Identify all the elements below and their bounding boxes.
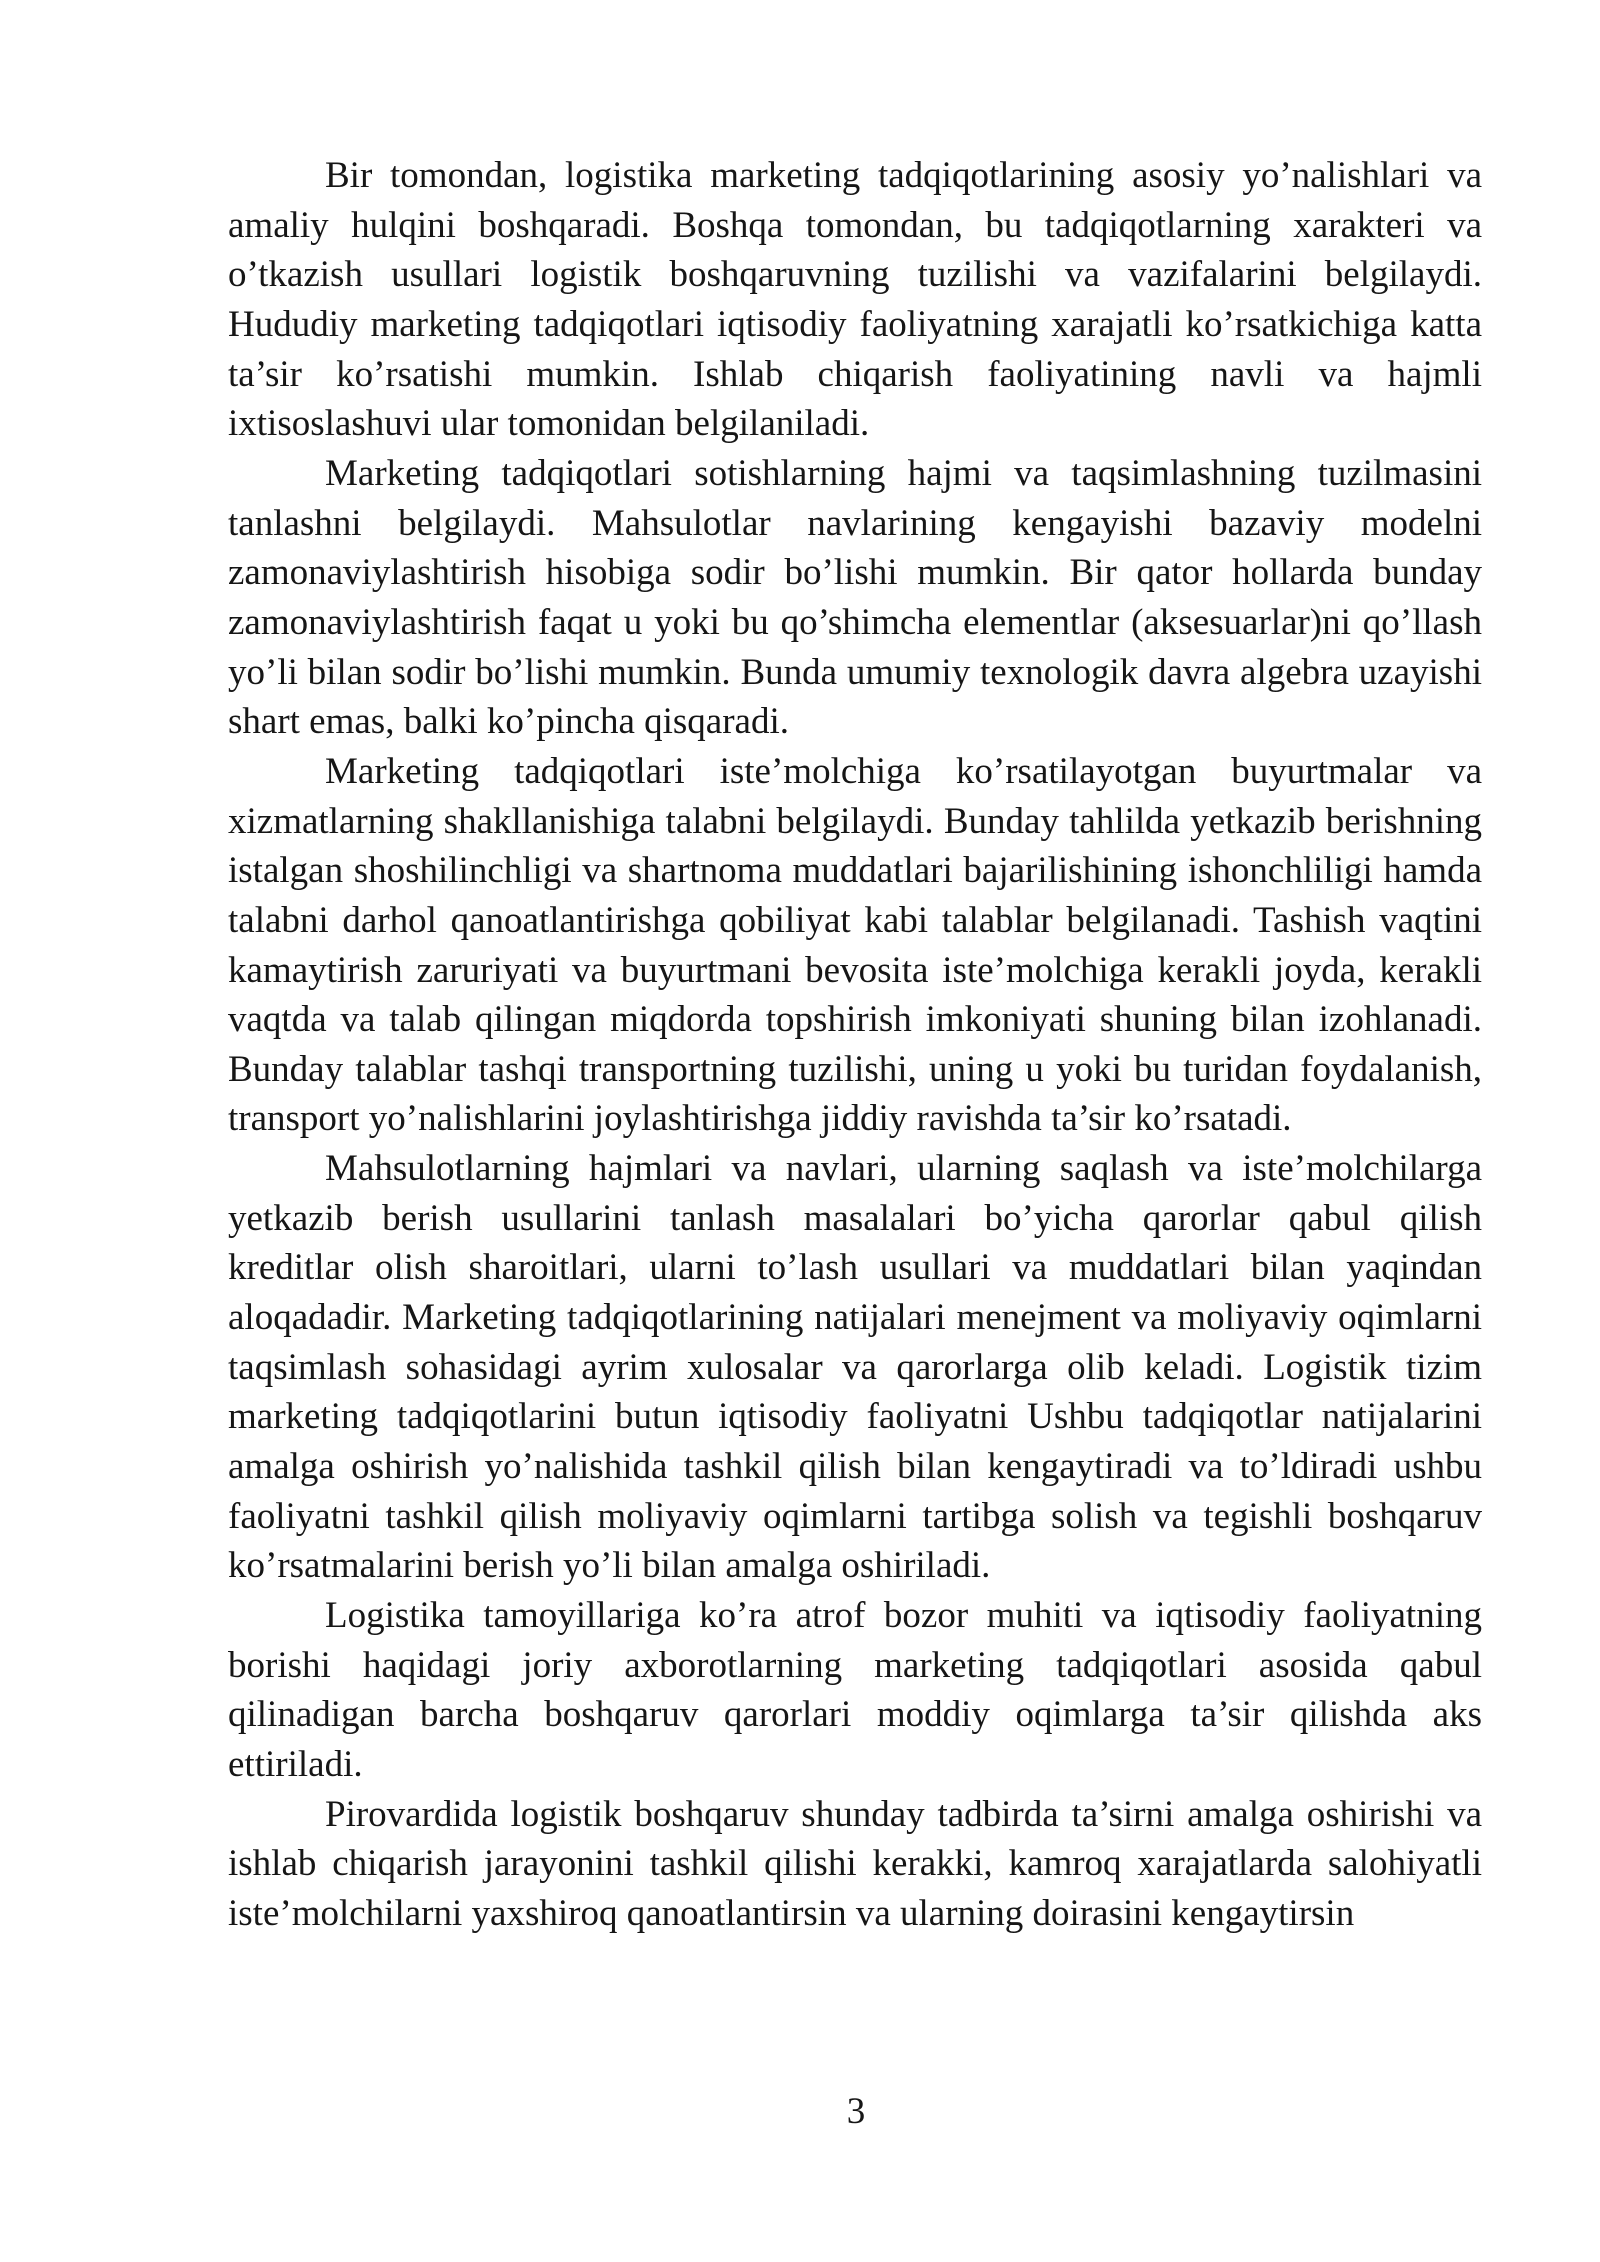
text-line: Marketing tadqiqotlari iste’molchiga ko’rsatilayotgan buyurtmalar va: [325, 750, 1482, 792]
text-line: Logistika tamoyillariga ko’ra atrof bozor muhiti va iqtisodiy faoliyatning: [325, 1595, 1482, 1637]
text-line: marketing tadqiqotlarini butun iqtisodiy faoliyatni Ushbu tadqiqotlar natijalarini: [228, 1396, 1482, 1438]
text-line: amalga oshirish yo’nalishida tashkil qilish bilan kengaytiradi va to’ldiradi ushbu: [228, 1446, 1482, 1488]
text-line: ettiriladi.: [228, 1744, 363, 1785]
text-line: istalgan shoshilinchligi va shartnoma muddatlari bajarilishining ishonchliligi hamda: [228, 850, 1482, 892]
text-line: Bunday talablar tashqi transportning tuzilishi, uning u yoki bu turidan foydalanish,: [228, 1048, 1482, 1090]
paragraph: [228, 1790, 1482, 1939]
text-line: ko’rsatmalarini berish yo’li bilan amalga oshiriladi.: [228, 1545, 991, 1587]
text-line: qilinadigan barcha boshqaruv qarorlari moddiy oqimlarga ta’sir qilishda aks: [228, 1694, 1482, 1736]
page-number: 3: [846, 2091, 866, 2132]
text-line: borishi haqidagi joriy axborotlarning marketing tadqiqotlari asosida qabul: [228, 1644, 1482, 1686]
paragraph: [228, 1591, 1482, 1790]
text-line: aloqadadir. Marketing tadqiqotlarining natijalari menejment va moliyaviy oqimlarni: [228, 1297, 1482, 1339]
text-line: xizmatlarning shakllanishiga talabni belgilaydi. Bunday tahlilda yetkazib berishning: [228, 800, 1482, 842]
text-line: zamonaviylashtirish hisobiga sodir bo’lishi mumkin. Bir qator hollarda bunday: [228, 552, 1482, 594]
text-line: vaqtda va talab qilingan miqdorda topshirish imkoniyati shuning bilan izohlanadi.: [228, 999, 1482, 1041]
text-line: Mahsulotlarning hajmlari va navlari, ularning saqlash va iste’molchilarga: [325, 1148, 1482, 1190]
text-line: Hududiy marketing tadqiqotlari iqtisodiy faoliyatning xarajatli ko’rsatkichiga katta: [228, 303, 1482, 345]
body-text: [228, 151, 1482, 1939]
text-line: shart emas, balki ko’pincha qisqaradi.: [228, 701, 789, 743]
text-line: taqsimlash sohasidagi ayrim xulosalar va qarorlarga olib keladi. Logistik tizim: [228, 1346, 1482, 1388]
text-line: faoliyatni tashkil qilish moliyaviy oqimlarni tartibga solish va tegishli boshqaruv: [228, 1495, 1482, 1537]
paragraph: [228, 449, 1482, 747]
text-line: ishlab chiqarish jarayonini tashkil qilishi kerakki, kamroq xarajatlarda salohiyatli: [228, 1843, 1482, 1885]
paragraph: [228, 1144, 1482, 1591]
text-line: Marketing tadqiqotlari sotishlarning hajmi va taqsimlashning tuzilmasini: [325, 452, 1482, 494]
text-line: yetkazib berish usullarini tanlash masalalari bo’yicha qarorlar qabul qilish: [228, 1197, 1482, 1239]
text-line: Bir tomondan, logistika marketing tadqiqotlarining asosiy yo’nalishlari va: [325, 155, 1482, 196]
text-line: transport yo’nalishlarini joylashtirishga jiddiy ravishda ta’sir ko’rsatadi.: [228, 1098, 1292, 1140]
text-line: Pirovardida logistik boshqaruv shunday tadbirda ta’sirni amalga oshirishi va: [325, 1793, 1482, 1835]
text-line: talabni darhol qanoatlantirishga qobiliyat kabi talablar belgilanadi. Tashish vaqtini: [228, 899, 1482, 941]
text-line: ixtisoslashuvi ular tomonidan belgilaniladi.: [228, 403, 870, 445]
text-line: ta’sir ko’rsatishi mumkin. Ishlab chiqarish faoliyatining navli va hajmli: [228, 353, 1482, 395]
text-line: kreditlar olish sharoitlari, ularni to’lash usullari va muddatlari bilan yaqindan: [228, 1247, 1482, 1289]
text-line: zamonaviylashtirish faqat u yoki bu qo’shimcha elementlar (aksesuarlar)ni qo’llash: [228, 601, 1482, 643]
paragraph: [228, 747, 1482, 1144]
paragraph: [228, 151, 1482, 449]
text-line: yo’li bilan sodir bo’lishi mumkin. Bunda umumiy texnologik davra algebra uzayishi: [228, 651, 1482, 693]
text-line: tanlashni belgilaydi. Mahsulotlar navlarining kengayishi bazaviy modelni: [228, 502, 1482, 544]
text-line: o’tkazish usullari logistik boshqaruvning tuzilishi va vazifalarini belgilaydi.: [228, 254, 1482, 296]
text-line: amaliy hulqini boshqaradi. Boshqa tomondan, bu tadqiqotlarning xarakteri va: [228, 204, 1482, 246]
text-line: iste’molchilarni yaxshiroq qanoatlantirsin va ularning doirasini kengaytirsin: [228, 1892, 1355, 1934]
text-line: kamaytirish zaruriyati va buyurtmani bevosita iste’molchiga kerakli joyda, kerakli: [228, 949, 1482, 991]
